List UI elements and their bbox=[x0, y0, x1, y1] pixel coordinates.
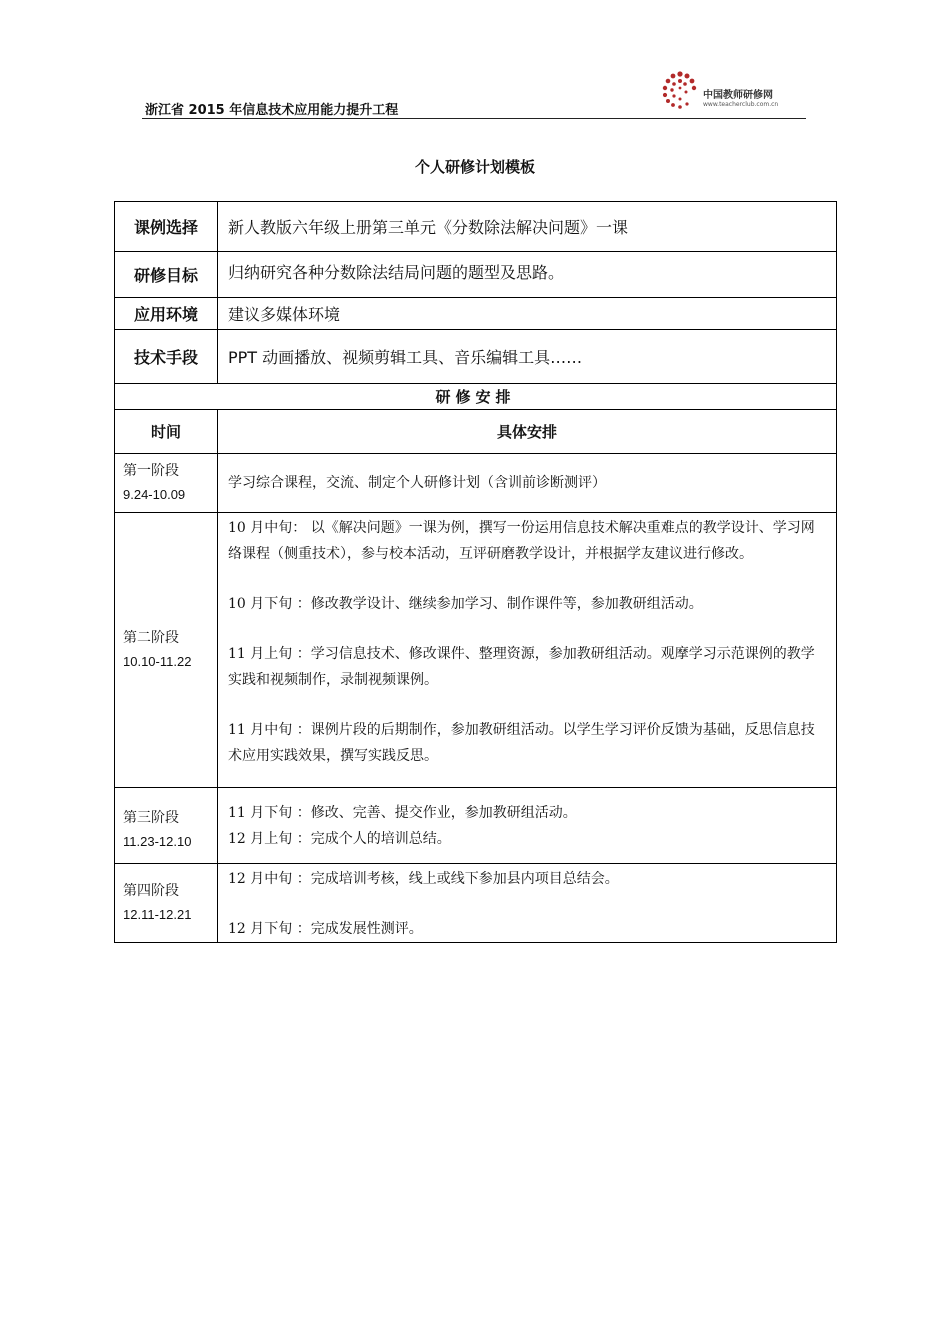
plan-item: 10 月下旬 ：修改教学设计、继续参加学习、制作课件等，参加教研组活动。 bbox=[228, 596, 703, 612]
info-label: 应用环境 bbox=[115, 298, 218, 330]
stage-plan bbox=[218, 513, 837, 788]
plan-item: 12 月下旬 ：完成发展性测评。 bbox=[228, 921, 423, 937]
stage-dates: 10.10-11.22 bbox=[123, 654, 192, 669]
info-row bbox=[115, 252, 837, 298]
info-label: 研修目标 bbox=[115, 252, 218, 298]
info-value: 建议多媒体环境 bbox=[218, 298, 837, 330]
stage-name: 第二阶段 bbox=[123, 630, 179, 646]
stage-dates: 12.11-12.21 bbox=[123, 907, 192, 922]
plan-item: 12 月中旬 ：完成培训考核，线上或线下参加县内项目总结会。 bbox=[228, 871, 619, 887]
stage-row bbox=[115, 788, 837, 864]
plan-item: 11 月上旬 ：学习信息技术、修改课件、整理资源，参加教研组活动。观摩学习示范课例的教学实践和视频制作，录制视频课例。 bbox=[228, 646, 815, 688]
stage-row bbox=[115, 864, 837, 943]
stage-dates: 9.24-10.09 bbox=[123, 487, 186, 502]
info-value: 新人教版六年级上册第三单元《分数除法解决问题》一课 bbox=[218, 202, 837, 252]
stage-cell bbox=[115, 788, 218, 864]
logo-name: 中国教师研修网 bbox=[703, 90, 773, 101]
header-project-title: 浙江省 2015 年信息技术应用能力提升工程 bbox=[145, 103, 399, 118]
column-header-row bbox=[115, 410, 837, 454]
info-label: 课例选择 bbox=[115, 202, 218, 252]
info-value: PPT 动画播放、视频剪辑工具、音乐编辑工具…… bbox=[218, 330, 837, 384]
logo-url: www.teacherclub.com.cn bbox=[703, 101, 779, 108]
header-rule bbox=[142, 118, 806, 119]
section-row bbox=[115, 384, 837, 410]
stage-row bbox=[115, 454, 837, 513]
plan-table bbox=[114, 201, 837, 943]
plan-item: 学习综合课程，交流、制定个人研修计划（含训前诊断测评） bbox=[228, 475, 606, 491]
stage-cell bbox=[115, 864, 218, 943]
document-title: 个人研修计划模板 bbox=[414, 158, 535, 176]
stage-dates: 11.23-12.10 bbox=[123, 833, 192, 849]
stage-plan bbox=[218, 864, 837, 943]
stage-row bbox=[115, 513, 837, 788]
info-row bbox=[115, 202, 837, 252]
plan-item: 11 月中旬 ：课例片段的后期制作，参加教研组活动。以学生学习评价反馈为基础，反思信息技术应用实践效果，撰写实践反思。 bbox=[228, 722, 815, 764]
stage-plan bbox=[218, 788, 837, 864]
info-row bbox=[115, 298, 837, 330]
info-value: 归纳研究各种分数除法结局问题的题型及思路。 bbox=[218, 252, 837, 298]
stage-plan bbox=[218, 454, 837, 513]
logo-swirl-icon bbox=[658, 70, 702, 114]
plan-item: 11 月下旬 ：修改、完善、提交作业，参加教研组活动。 bbox=[228, 805, 577, 821]
plan-item: 12 月上旬 ：完成个人的培训总结。 bbox=[228, 831, 451, 847]
info-label: 技术手段 bbox=[115, 330, 218, 384]
stage-name: 第三阶段 bbox=[123, 809, 179, 826]
column-header-time: 时间 bbox=[115, 410, 218, 454]
stage-name: 第一阶段 bbox=[123, 463, 179, 479]
plan-item: 10 月中旬： 以《解决问题》一课为例，撰写一份运用信息技术解决重难点的教学设计、学习网络课程（侧重技术），参与校本活动，互评研磨教学设计，并根据学友建议进行修改。 bbox=[228, 520, 815, 562]
teacherclub-logo bbox=[658, 68, 808, 118]
info-row bbox=[115, 330, 837, 384]
stage-cell bbox=[115, 513, 218, 788]
stage-cell bbox=[115, 454, 218, 513]
column-header-plan: 具体安排 bbox=[218, 410, 837, 454]
section-title: 研修安排 bbox=[115, 384, 837, 410]
stage-name: 第四阶段 bbox=[123, 883, 179, 899]
